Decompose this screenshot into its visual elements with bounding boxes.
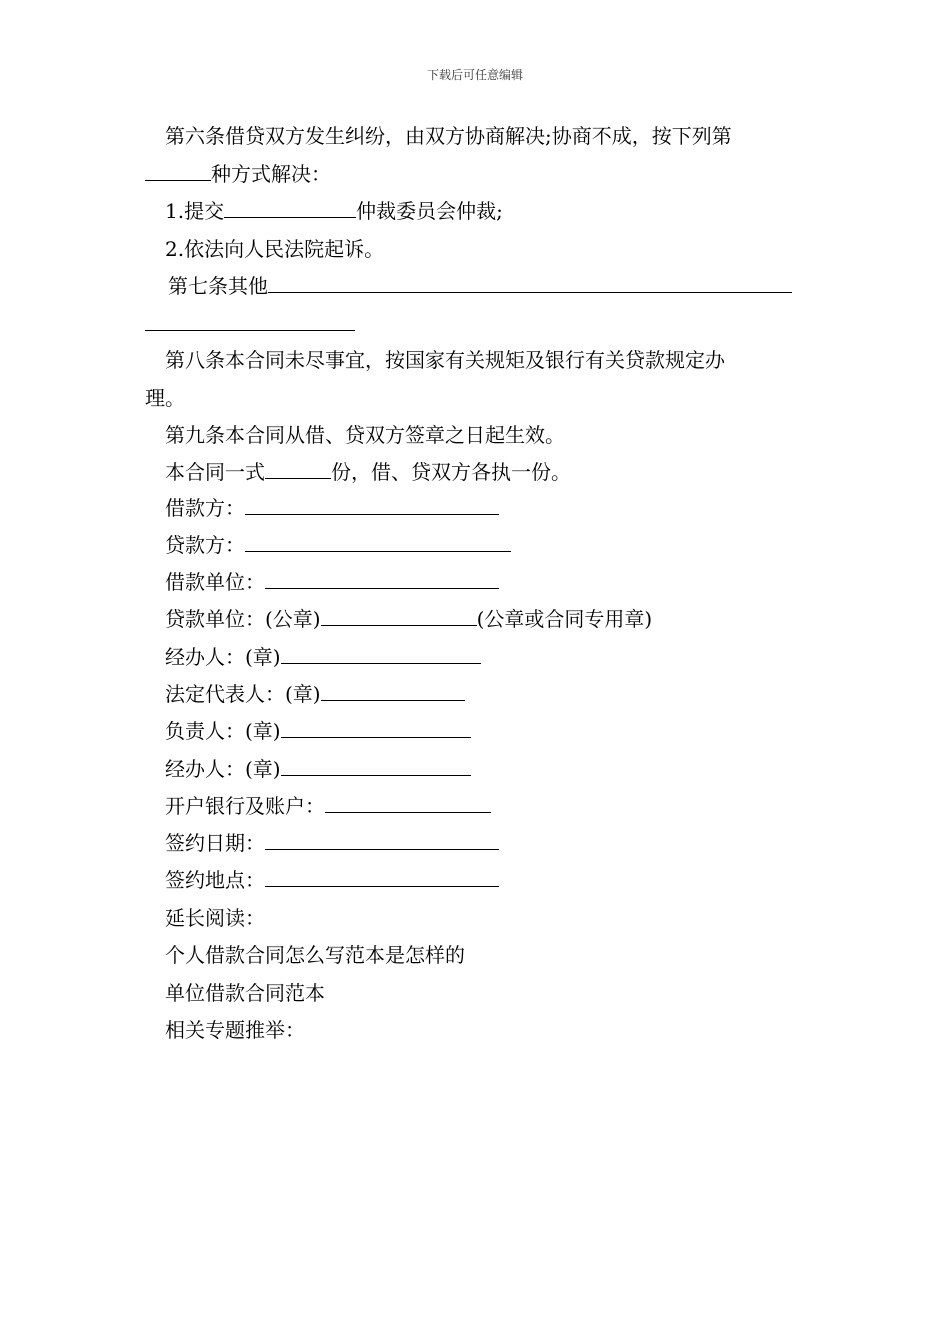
article-6-line1: 第六条借贷双方发生纠纷，由双方协商解决;协商不成，按下列第 xyxy=(165,124,732,148)
article-7-continuation xyxy=(145,310,355,338)
article-8-line2: 理。 xyxy=(145,386,185,410)
option-1-prefix: 1.提交 xyxy=(165,199,225,223)
legal-rep-label: 法定代表人：(章) xyxy=(165,682,321,706)
handler-2-line xyxy=(165,755,471,783)
handler-1-line xyxy=(165,643,481,671)
article-7-label: 第七条其他 xyxy=(168,274,268,298)
copies-line xyxy=(165,458,571,486)
lender-label: 贷款方： xyxy=(165,533,245,557)
lender-unit-prefix: 贷款单位：(公章) xyxy=(165,607,321,631)
sign-date-line xyxy=(165,829,499,857)
copies-suffix: 份，借、贷双方各执一份。 xyxy=(331,460,571,484)
copies-prefix: 本合同一式 xyxy=(165,460,265,484)
article-7 xyxy=(168,272,792,300)
sign-date-label: 签约日期： xyxy=(165,831,265,855)
blank-line xyxy=(245,494,499,515)
blank-line xyxy=(281,755,471,776)
article-9: 第九条本合同从借、贷双方签章之日起生效。 xyxy=(165,423,565,447)
blank-line xyxy=(281,717,471,738)
blank-line xyxy=(245,531,511,552)
article-6-line2 xyxy=(145,160,331,188)
lender-unit-line xyxy=(165,605,652,633)
article-6-suffix: 种方式解决： xyxy=(211,162,331,186)
responsible-line xyxy=(165,717,471,745)
handler-1-label: 经办人：(章) xyxy=(165,645,281,669)
blank-line xyxy=(265,458,331,479)
blank-line xyxy=(281,643,481,664)
borrower-line xyxy=(165,494,499,522)
bank-account-label: 开户银行及账户： xyxy=(165,794,325,818)
lender-unit-suffix: (公章或合同专用章) xyxy=(476,607,653,631)
blank-line xyxy=(224,197,356,218)
responsible-label: 负责人：(章) xyxy=(165,719,281,743)
sign-place-label: 签约地点： xyxy=(165,868,265,892)
option-1-suffix: 仲裁委员会仲裁; xyxy=(356,199,503,223)
option-1 xyxy=(165,197,503,225)
extended-reading-heading: 延长阅读： xyxy=(165,906,265,930)
option-2: 2.依法向人民法院起诉。 xyxy=(165,237,385,261)
bank-account-line xyxy=(165,792,491,820)
borrower-unit-label: 借款单位： xyxy=(165,570,265,594)
page-header: 下载后可任意编辑 xyxy=(426,68,523,82)
blank-line xyxy=(321,680,465,701)
handler-2-label: 经办人：(章) xyxy=(165,757,281,781)
legal-rep-line xyxy=(165,680,465,708)
blank-line xyxy=(268,272,792,293)
borrower-label: 借款方： xyxy=(165,496,245,520)
blank-line xyxy=(321,605,477,626)
sign-place-line xyxy=(165,866,499,894)
extended-link-1[interactable]: 个人借款合同怎么写范本是怎样的 xyxy=(165,943,465,967)
borrower-unit-line xyxy=(165,568,499,596)
related-topics-heading: 相关专题推举： xyxy=(165,1018,305,1042)
lender-line xyxy=(165,531,511,559)
blank-line xyxy=(145,160,211,181)
blank-line xyxy=(145,310,355,331)
extended-link-2[interactable]: 单位借款合同范本 xyxy=(165,981,325,1005)
blank-line xyxy=(325,792,491,813)
article-8-line1: 第八条本合同未尽事宜，按国家有关规矩及银行有关贷款规定办 xyxy=(165,348,725,372)
blank-line xyxy=(265,866,499,887)
blank-line xyxy=(265,829,499,850)
blank-line xyxy=(265,568,499,589)
